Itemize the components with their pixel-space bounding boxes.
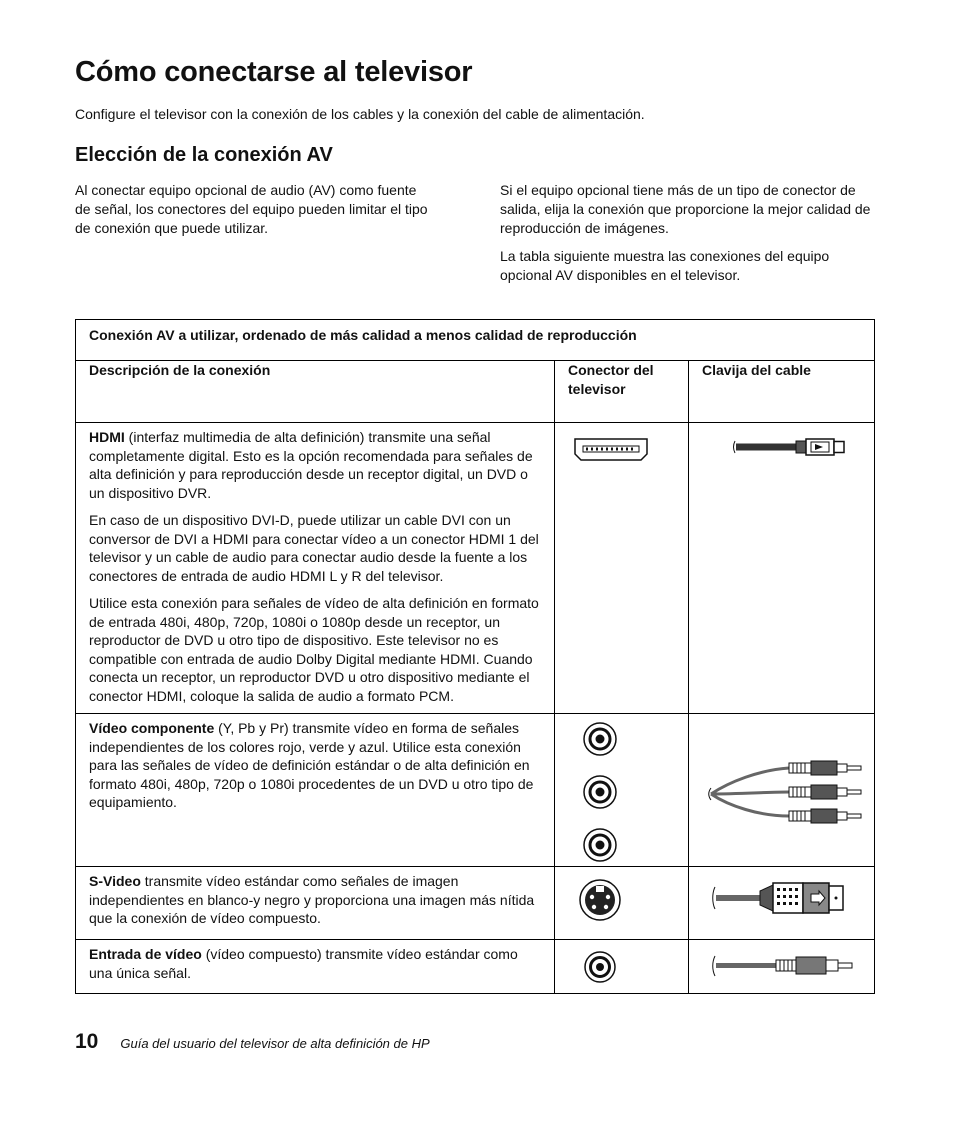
connection-desc: (interfaz multimedia de alta definición) transmite una señal completamente digital. Esto es la opción recomendada para señales de alta definición y para reproducción desde un receptor digital, un DVD o un dispositivo DVR. bbox=[89, 429, 533, 501]
hdmi-port-icon bbox=[555, 423, 689, 463]
table-caption: Conexión AV a utilizar, ordenado de más calidad a menos calidad de reproducción bbox=[76, 320, 875, 361]
hdmi-connector-cell bbox=[555, 423, 689, 714]
connection-name: Vídeo componente bbox=[89, 720, 215, 736]
composite-connector-cell bbox=[555, 940, 689, 994]
composite-jack-icon bbox=[555, 940, 689, 992]
table-row bbox=[76, 940, 875, 994]
composite-cable-icon bbox=[689, 940, 875, 992]
right-column bbox=[500, 181, 880, 294]
right-paragraph-2: La tabla siguiente muestra las conexiones del equipo opcional AV disponibles en el televisor. bbox=[500, 248, 830, 283]
left-paragraph: Al conectar equipo opcional de audio (AV) como fuente de señal, los conectores del equipo pueden limitar el tipo de conexión que puede utilizar. bbox=[75, 182, 428, 236]
table-row bbox=[76, 867, 875, 940]
table-row bbox=[76, 423, 875, 714]
hdmi-dvi-paragraph: En caso de un dispositivo DVI-D, puede utilizar un cable DVI con un conversor de DVI a HDMI para conectar vídeo a un conector HDMI 1 del televisor y un cable de audio para conectar audio desde la fuente a los conectores de entrada de audio HDMI L y R del televisor. bbox=[89, 512, 539, 584]
composite-description bbox=[76, 940, 555, 994]
intro-text: Configure el televisor con la conexión de los cables y la conexión del cable de alimentación. bbox=[75, 106, 645, 122]
header-tv-connector: Conector del televisor bbox=[555, 361, 689, 423]
connection-name: S-Video bbox=[89, 873, 141, 889]
svideo-port-icon bbox=[555, 867, 689, 937]
right-paragraph-1: Si el equipo opcional tiene más de un tipo de conector de salida, elija la conexión que proporcione la mejor calidad de reproducción de imágenes. bbox=[500, 182, 871, 236]
page-title: Cómo conectarse al televisor bbox=[75, 56, 473, 88]
guide-title: Guía del usuario del televisor de alta definición de HP bbox=[120, 1036, 430, 1051]
svideo-cable-icon bbox=[689, 867, 875, 937]
component-connector-cell bbox=[555, 714, 689, 867]
table-row bbox=[76, 714, 875, 867]
connection-desc: transmite vídeo estándar como señales de imagen independientes en blanco-y negro y proporciona una imagen más nítida que la conexión de vídeo compuesto. bbox=[89, 873, 535, 926]
av-connections-table bbox=[75, 319, 875, 994]
component-cable-icon bbox=[689, 714, 875, 866]
connection-name: HDMI bbox=[89, 429, 125, 445]
header-description: Descripción de la conexión bbox=[76, 361, 555, 423]
component-jacks-icon bbox=[555, 714, 689, 866]
svideo-plug-cell bbox=[689, 867, 875, 940]
page-number: 10 bbox=[75, 1030, 99, 1053]
header-cable-plug: Clavija del cable bbox=[689, 361, 875, 423]
hdmi-cable-icon bbox=[689, 423, 875, 463]
connection-desc: (Y, Pb y Pr) transmite vídeo en forma de señales independientes de los colores rojo, verde y azul. Utilice esta conexión para las señales de vídeo de definición estándar o de alta definición en formato 480i, 480p, 720p o 1080i procedentes de un DVD u otro tipo de equipamiento. bbox=[89, 720, 534, 810]
page-footer bbox=[75, 1030, 430, 1054]
svideo-description bbox=[76, 867, 555, 940]
composite-plug-cell bbox=[689, 940, 875, 994]
section-title: Elección de la conexión AV bbox=[75, 144, 333, 166]
component-description bbox=[76, 714, 555, 867]
component-plug-cell bbox=[689, 714, 875, 867]
connection-name: Entrada de vídeo bbox=[89, 946, 202, 962]
left-column bbox=[75, 181, 435, 247]
hdmi-format-paragraph: Utilice esta conexión para señales de vídeo de alta definición en formato de entrada 480i, 480p, 720p, 1080i o 1080p desde un receptor, un reproductor de DVD u otro tipo de dispositivo. Este televisor no es compatible con entrada de audio Dolby Digital mediante HDMI. Cuando conecta un receptor, un reproductor DVD u otro dispositivo mediante el conector HDMI, coloque la salida de audio a formato PCM. bbox=[89, 595, 539, 704]
svideo-connector-cell bbox=[555, 867, 689, 940]
connection-desc: (vídeo compuesto) transmite vídeo estándar como una única señal. bbox=[89, 946, 518, 981]
hdmi-description bbox=[76, 423, 555, 714]
hdmi-plug-cell bbox=[689, 423, 875, 714]
